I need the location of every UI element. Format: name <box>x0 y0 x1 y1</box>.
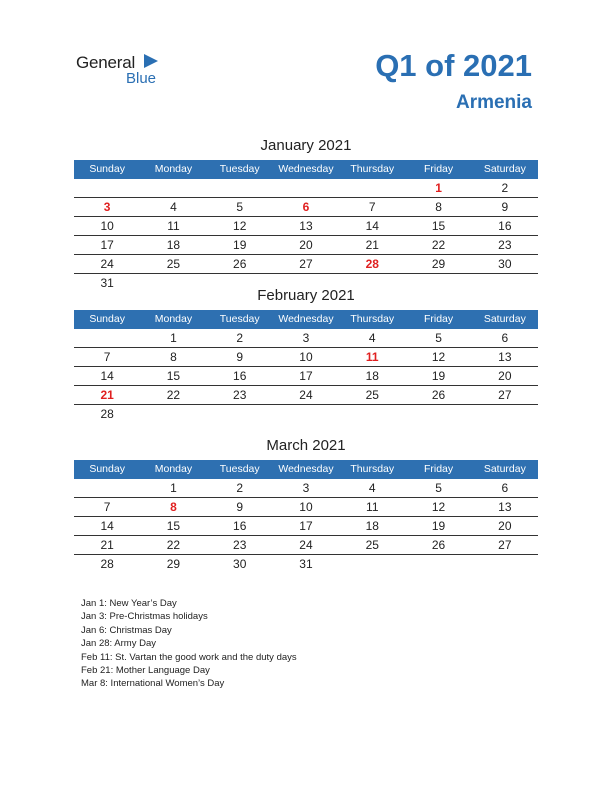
empty-day-cell <box>140 179 206 197</box>
weekday-header: Thursday <box>350 463 395 475</box>
logo-text-blue: Blue <box>126 70 157 87</box>
day-cell: 18 <box>365 519 379 533</box>
day-cell: 31 <box>299 557 313 571</box>
page-title: Q1 of 2021 <box>375 48 532 83</box>
holiday-list <box>81 597 297 691</box>
country-name: Armenia <box>455 92 532 113</box>
day-cell: 15 <box>431 219 446 233</box>
day-cell: 22 <box>431 238 446 252</box>
week-row <box>74 517 538 536</box>
day-cell: 16 <box>233 369 247 383</box>
empty-day-cell <box>339 179 405 197</box>
day-cell: 10 <box>299 500 313 514</box>
day-cell: 20 <box>498 369 512 383</box>
weekday-header: Sunday <box>89 163 125 175</box>
empty-day-cell <box>339 405 405 423</box>
holiday-day-cell: 3 <box>103 200 111 214</box>
holiday-item: Jan 6: Christmas Day <box>81 624 172 636</box>
day-cell: 25 <box>365 388 379 402</box>
weekday-header: Wednesday <box>278 163 334 175</box>
day-cell: 13 <box>498 500 512 514</box>
logo-text-general: General <box>76 53 136 72</box>
month-calendar-march <box>74 436 538 573</box>
day-cell: 20 <box>498 519 512 533</box>
day-cell: 2 <box>236 481 244 495</box>
empty-day-cell <box>74 179 140 197</box>
weekday-header: Tuesday <box>219 313 260 325</box>
day-cell: 16 <box>498 219 512 233</box>
day-cell: 4 <box>170 200 177 214</box>
weekday-header: Thursday <box>350 163 395 175</box>
day-cell: 3 <box>302 331 310 345</box>
holiday-day-cell: 6 <box>302 200 310 214</box>
month-title: March 2021 <box>266 437 346 454</box>
day-cell: 17 <box>299 369 313 383</box>
week-row <box>74 217 538 236</box>
month-title: February 2021 <box>257 287 355 304</box>
empty-day-cell <box>273 405 339 423</box>
week-row <box>74 198 538 217</box>
holiday-day-cell: 8 <box>170 500 177 514</box>
weekday-header: Wednesday <box>278 463 334 475</box>
day-cell: 14 <box>100 519 114 533</box>
day-cell: 1 <box>170 481 177 495</box>
day-cell: 29 <box>166 557 181 571</box>
day-cell: 12 <box>431 500 446 514</box>
day-cell: 8 <box>435 200 442 214</box>
day-cell: 17 <box>299 519 313 533</box>
day-cell: 24 <box>299 538 313 552</box>
weekday-header-row <box>74 460 538 479</box>
holiday-item: Jan 28: Army Day <box>81 638 156 650</box>
day-cell: 11 <box>167 219 180 233</box>
day-cell: 9 <box>236 350 244 364</box>
day-cell: 22 <box>166 538 181 552</box>
holiday-day-cell: 28 <box>365 257 379 271</box>
empty-day-cell <box>207 405 273 423</box>
weekday-header-row <box>74 310 538 329</box>
weekday-header: Tuesday <box>219 463 260 475</box>
generalblue-logo <box>76 50 176 90</box>
holiday-item: Feb 21: Mother Language Day <box>81 665 210 677</box>
day-cell: 27 <box>498 388 512 402</box>
day-cell: 20 <box>299 238 313 252</box>
day-cell: 1 <box>170 331 177 345</box>
day-cell: 7 <box>103 500 111 514</box>
day-cell: 14 <box>365 219 379 233</box>
day-cell: 27 <box>498 538 512 552</box>
day-cell: 28 <box>100 407 114 421</box>
day-cell: 10 <box>299 350 313 364</box>
empty-day-cell <box>74 329 140 347</box>
week-row <box>74 536 538 555</box>
day-cell: 5 <box>435 481 442 495</box>
day-cell: 11 <box>366 500 379 514</box>
day-cell: 21 <box>100 538 114 552</box>
holiday-item: Jan 3: Pre-Christmas holidays <box>81 611 208 623</box>
day-cell: 7 <box>103 350 111 364</box>
holiday-day-cell: 21 <box>100 388 114 402</box>
day-cell: 19 <box>431 369 446 383</box>
holiday-item: Mar 8: International Women’s Day <box>81 678 225 690</box>
weekday-header: Tuesday <box>219 163 260 175</box>
day-cell: 2 <box>501 181 509 195</box>
day-cell: 21 <box>365 238 379 252</box>
day-cell: 24 <box>299 388 313 402</box>
empty-day-cell <box>273 179 339 197</box>
month-calendar-january <box>74 136 538 292</box>
day-cell: 6 <box>501 481 509 495</box>
day-cell: 23 <box>498 238 512 252</box>
week-row <box>74 255 538 274</box>
day-cell: 27 <box>299 257 313 271</box>
weekday-header: Monday <box>154 163 193 175</box>
day-cell: 25 <box>365 538 379 552</box>
empty-day-cell <box>140 405 206 423</box>
holiday-day-cell: 11 <box>365 350 379 364</box>
day-cell: 29 <box>431 257 446 271</box>
day-cell: 23 <box>233 538 247 552</box>
empty-day-cell <box>207 179 273 197</box>
day-cell: 2 <box>236 331 244 345</box>
month-calendar-february <box>74 286 538 423</box>
week-row <box>74 555 538 573</box>
weekday-header: Wednesday <box>278 313 334 325</box>
day-cell: 15 <box>166 369 181 383</box>
month-title: January 2021 <box>260 137 352 154</box>
weekday-header: Saturday <box>483 313 526 325</box>
day-cell: 30 <box>233 557 247 571</box>
empty-day-cell <box>405 555 471 573</box>
day-cell: 26 <box>233 257 247 271</box>
day-cell: 19 <box>233 238 247 252</box>
week-row <box>74 405 538 423</box>
holiday-item: Feb 11: St. Vartan the good work and the duty days <box>81 651 297 663</box>
weekday-header-row <box>74 160 538 179</box>
day-cell: 18 <box>166 238 181 252</box>
weekday-header: Saturday <box>483 463 526 475</box>
day-cell: 28 <box>100 557 114 571</box>
day-cell: 9 <box>501 200 509 214</box>
weekday-header: Sunday <box>89 463 125 475</box>
week-row <box>74 179 538 198</box>
day-cell: 15 <box>166 519 181 533</box>
weekday-header: Friday <box>423 463 454 475</box>
weekday-header: Thursday <box>350 313 395 325</box>
logo-flag-icon <box>144 54 158 68</box>
holiday-item: Jan 1: New Year’s Day <box>81 598 177 609</box>
week-row <box>74 329 538 348</box>
weekday-header: Saturday <box>483 163 526 175</box>
week-row <box>74 479 538 498</box>
day-cell: 25 <box>166 257 181 271</box>
day-cell: 7 <box>368 200 376 214</box>
day-cell: 17 <box>100 238 114 252</box>
empty-day-cell <box>472 405 538 423</box>
weekday-header: Monday <box>154 313 193 325</box>
empty-day-cell <box>339 555 405 573</box>
day-cell: 30 <box>498 257 512 271</box>
day-cell: 12 <box>431 350 446 364</box>
day-cell: 5 <box>236 200 244 214</box>
day-cell: 4 <box>368 481 376 495</box>
empty-day-cell <box>472 555 538 573</box>
day-cell: 19 <box>431 519 446 533</box>
day-cell: 8 <box>170 350 177 364</box>
week-row <box>74 236 538 255</box>
weekday-header: Sunday <box>89 313 125 325</box>
empty-day-cell <box>74 479 140 497</box>
day-cell: 31 <box>100 276 114 290</box>
weekday-header: Friday <box>423 163 454 175</box>
holiday-day-cell: 1 <box>435 181 442 195</box>
day-cell: 22 <box>166 388 181 402</box>
day-cell: 26 <box>431 538 446 552</box>
day-cell: 3 <box>302 481 310 495</box>
day-cell: 14 <box>100 369 114 383</box>
weekday-header: Monday <box>154 463 193 475</box>
day-cell: 10 <box>100 219 114 233</box>
week-row <box>74 348 538 367</box>
day-cell: 12 <box>233 219 247 233</box>
day-cell: 23 <box>233 388 247 402</box>
day-cell: 5 <box>435 331 442 345</box>
empty-day-cell <box>405 405 471 423</box>
day-cell: 6 <box>501 331 509 345</box>
weekday-header: Friday <box>423 313 454 325</box>
week-row <box>74 498 538 517</box>
day-cell: 18 <box>365 369 379 383</box>
day-cell: 16 <box>233 519 247 533</box>
week-row <box>74 386 538 405</box>
day-cell: 26 <box>431 388 446 402</box>
day-cell: 13 <box>498 350 512 364</box>
day-cell: 13 <box>299 219 313 233</box>
day-cell: 4 <box>368 331 376 345</box>
day-cell: 9 <box>236 500 244 514</box>
week-row <box>74 367 538 386</box>
day-cell: 24 <box>100 257 114 271</box>
